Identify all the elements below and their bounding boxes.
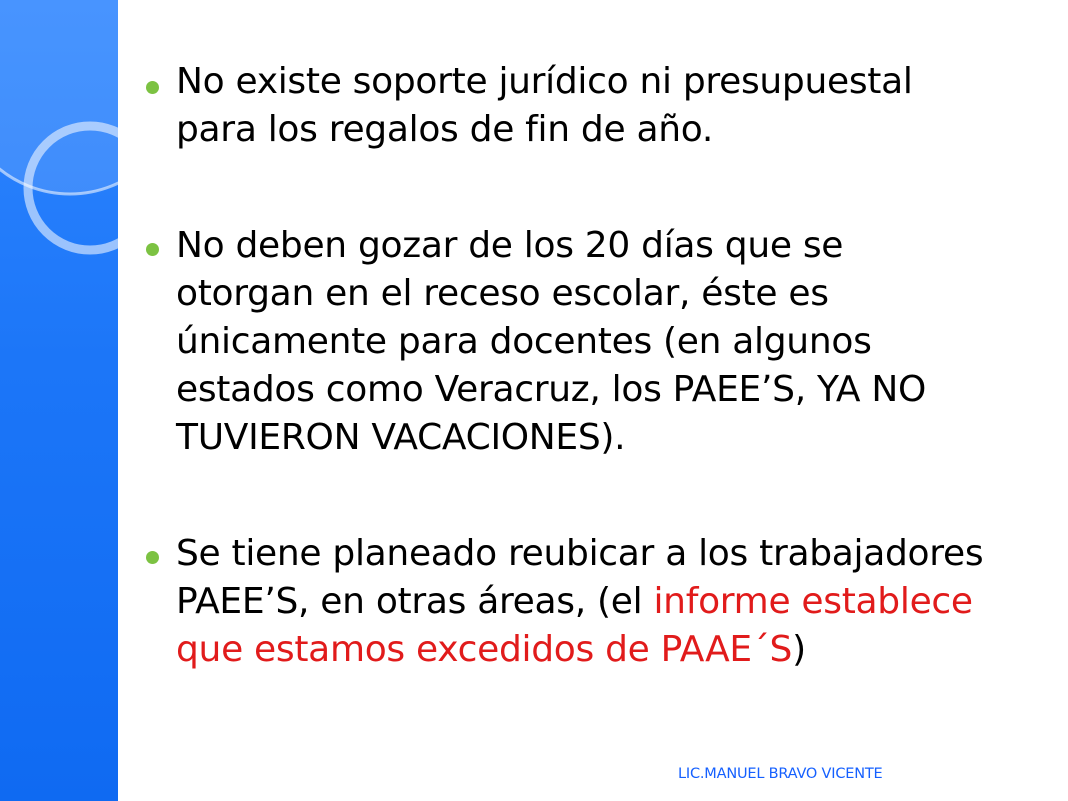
decorative-side-band bbox=[0, 0, 118, 801]
bullet-1-line-1: No existe soporte jurídico ni presupuestal bbox=[176, 61, 913, 102]
bullet-dot-icon bbox=[146, 81, 159, 94]
bullet-2-line-3: únicamente para docentes (en algunos bbox=[176, 321, 872, 362]
decorative-circles bbox=[0, 0, 118, 801]
bullet-2-line-2: otorgan en el receso escolar, éste es bbox=[176, 273, 829, 314]
bullet-text-2 bbox=[176, 222, 1016, 462]
bullet-text-3 bbox=[176, 530, 1016, 674]
bullet-3-line-3 bbox=[176, 626, 1016, 674]
bullet-3-highlight-part-2: que estamos excedidos de PAAE´S bbox=[176, 629, 793, 670]
footer-author: LIC.MANUEL BRAVO VICENTE bbox=[678, 766, 883, 782]
bullet-dot-icon bbox=[146, 551, 159, 564]
bullet-3-line-2 bbox=[176, 578, 1016, 626]
bullet-2-line-4: estados como Veracruz, los PAEE’S, YA NO bbox=[176, 369, 927, 410]
bullet-3-line-2-plain: PAEE’S, en otras áreas, (el bbox=[176, 581, 654, 622]
bullet-2-line-5: TUVIERON VACACIONES). bbox=[176, 417, 626, 458]
bullet-3-line-3-plain: ) bbox=[792, 629, 806, 670]
bullet-text-1 bbox=[176, 58, 1016, 154]
bullet-3-highlight-part-1: informe establece bbox=[653, 581, 973, 622]
bullet-3-line-1: Se tiene planeado reubicar a los trabajadores bbox=[176, 533, 984, 574]
bullet-1-line-2: para los regalos de fin de año. bbox=[176, 109, 713, 150]
bullet-2-line-1: No deben gozar de los 20 días que se bbox=[176, 225, 844, 266]
bullet-dot-icon bbox=[146, 243, 159, 256]
